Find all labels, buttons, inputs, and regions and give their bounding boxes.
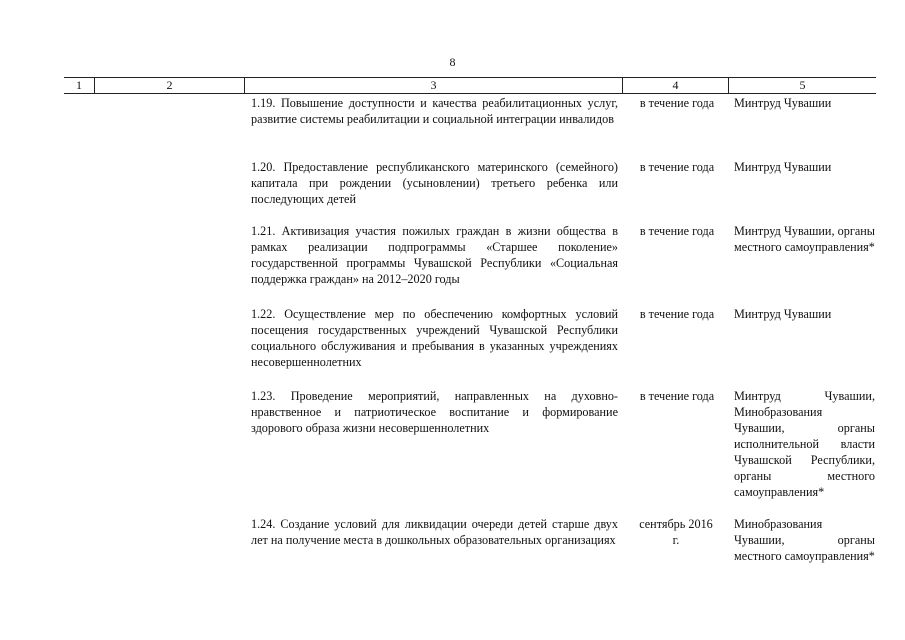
measure-text: 1.19. Повышение доступности и качества реабилитационных услуг, развитие системы реабилитации и социальной интеграции инвалидов (251, 96, 618, 126)
table-body (64, 95, 876, 576)
header-col-4: 4 (622, 78, 728, 93)
table-header (64, 77, 876, 94)
table-row (64, 223, 876, 306)
responsible-text: Минтруд Чувашии, органы местного самоуправления* (734, 224, 875, 254)
header-col-1: 1 (76, 78, 82, 92)
measure-text: 1.21. Активизация участия пожилых граждан в жизни общества в рамках реализации подпрограммы «Старшее поколение» государственной программы Чувашской Республики «Социальная поддержка граждан» на 2012–2020 годы (251, 224, 618, 286)
table-row (64, 159, 876, 223)
table-row (64, 388, 876, 516)
header-col-5: 5 (728, 78, 876, 93)
measure-text: 1.22. Осуществление мер по обеспечению комфортных условий посещения государственных учреждений Чувашской Республики социального обслуживания и пребывания в указанных учреждениях несовершеннолетних (251, 307, 618, 369)
period-text: в течение года (639, 160, 715, 174)
responsible-text: Минтруд Чувашии, Минобразования Чувашии, органы исполнительной власти Чувашской Республики, органы местного самоуправления* (734, 389, 875, 499)
header-col-2: 2 (94, 78, 244, 93)
period-text: в течение года (639, 307, 715, 321)
table-row (64, 516, 876, 576)
measure-text: 1.23. Проведение мероприятий, направленных на духовно-нравственное и патриотическое воспитание и формирование здорового образа жизни несовершеннолетних (251, 389, 618, 435)
measure-text: 1.24. Создание условий для ликвидации очереди детей старше двух лет на получение места в дошкольных образовательных организациях (251, 517, 618, 547)
table-row (64, 306, 876, 388)
measure-text: 1.20. Предоставление республиканского материнского (семейного) капитала при рождении (усыновлении) третьего ребенка или последующих детей (251, 160, 618, 206)
responsible-text: Минтруд Чувашии (734, 96, 832, 110)
period-text: в течение года (639, 389, 715, 403)
header-col-3: 3 (244, 78, 622, 93)
period-text: в течение года (639, 96, 715, 110)
responsible-text: Минтруд Чувашии (734, 160, 832, 174)
page-number: 8 (449, 55, 456, 69)
responsible-text: Минтруд Чувашии (734, 307, 832, 321)
period-text: в течение года (639, 224, 715, 238)
period-text: сентябрь 2016 г. (639, 517, 713, 547)
responsible-text: Минобразования Чувашии, органы местного самоуправления* (734, 517, 875, 563)
table-row (64, 95, 876, 159)
